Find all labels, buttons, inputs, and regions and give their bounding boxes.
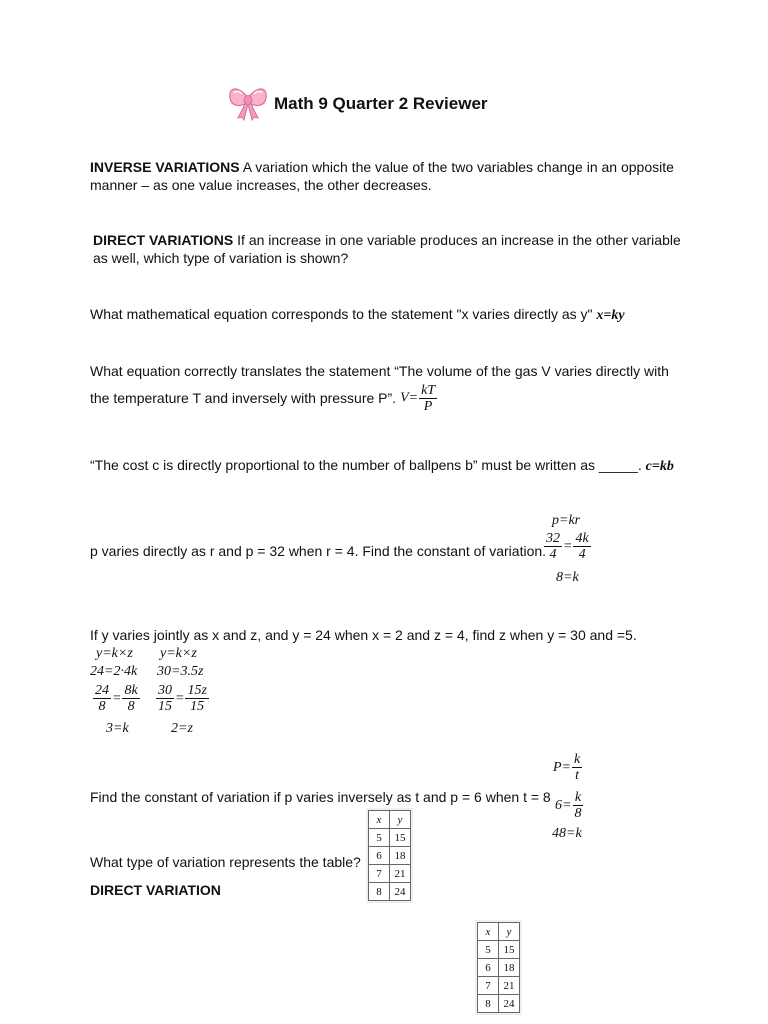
data-table xyxy=(368,810,411,901)
table-cell: 5 xyxy=(369,829,390,847)
solution-step-p-k-over-t xyxy=(553,752,583,783)
fraction xyxy=(419,383,437,414)
table-cell: 24 xyxy=(499,995,520,1013)
table-cell: 15 xyxy=(499,941,520,959)
solution-step-result: 48=k xyxy=(552,826,582,841)
denominator: 8 xyxy=(574,806,582,821)
fraction xyxy=(572,752,582,783)
inverse-variations-term: INVERSE VARIATIONS xyxy=(90,159,240,175)
column-header: x xyxy=(369,811,390,829)
equals-sign: = xyxy=(563,538,573,554)
question-constant-of-variation: p varies directly as r and p = 32 when r = 4. Find the constant of variation. xyxy=(90,543,547,559)
numerator: 8k xyxy=(124,683,138,698)
equation-lhs: P= xyxy=(553,759,571,775)
solution-step-fraction xyxy=(543,531,592,562)
numerator: 30 xyxy=(158,683,172,698)
numerator: 24 xyxy=(95,683,109,698)
fraction xyxy=(156,683,174,714)
question-cost-ballpens xyxy=(90,456,674,476)
solution-right-result: 2=z xyxy=(171,721,193,736)
denominator: 4 xyxy=(549,547,557,562)
question-text: the temperature T and inversely with pressure P”. xyxy=(90,390,397,406)
answer-direct-variation: DIRECT VARIATION xyxy=(90,882,221,898)
table-cell: 7 xyxy=(369,865,390,883)
table-header-row xyxy=(478,923,520,941)
column-header: y xyxy=(499,923,520,941)
table-cell: 15 xyxy=(390,829,411,847)
xy-table-copy xyxy=(475,920,522,1015)
table-cell: 18 xyxy=(499,959,520,977)
solution-step-6-k-over-8 xyxy=(555,790,584,821)
table-cell: 8 xyxy=(369,883,390,901)
solution-step-result: 8=k xyxy=(556,570,579,585)
question-inverse-variation: Find the constant of variation if p varies inversely as t and p = 6 when t = 8 xyxy=(90,789,551,805)
table-row xyxy=(478,941,520,959)
equation-lhs: 6= xyxy=(555,797,572,813)
data-table xyxy=(477,922,520,1013)
inverse-variations-definition: A variation which the value of the two variables change in an opposite manner – as one value increases, the other decreases. xyxy=(90,159,674,193)
table-row xyxy=(478,977,520,995)
table-cell: 21 xyxy=(390,865,411,883)
page-title: Math 9 Quarter 2 Reviewer xyxy=(274,94,488,113)
table-cell: 18 xyxy=(390,847,411,865)
denominator: P xyxy=(423,398,433,414)
question-joint-variation: If y varies jointly as x and z, and y = 24 when x = 2 and z = 4, find z when y = 30 and =5. xyxy=(90,627,637,643)
solution-left-step1: y=k×z xyxy=(96,646,133,661)
direct-variations-question: If an increase in one variable produces an increase in the other variable as well, which type of variation is shown? xyxy=(93,232,681,266)
question-x-varies-directly xyxy=(90,305,625,325)
fraction xyxy=(572,790,583,821)
table-row xyxy=(478,995,520,1013)
fraction xyxy=(573,531,590,562)
question-text: “The cost c is directly proportional to the number of ballpens b” must be written as _____. xyxy=(90,457,642,473)
equals-sign: = xyxy=(175,690,185,706)
fraction xyxy=(544,531,562,562)
numerator: 15z xyxy=(187,683,207,698)
column-header: x xyxy=(478,923,499,941)
bow-icon xyxy=(226,82,270,122)
question-text: What mathematical equation corresponds to the statement "x varies directly as y" xyxy=(90,306,593,322)
table-cell: 21 xyxy=(499,977,520,995)
fraction xyxy=(93,683,111,714)
equation-lhs: V= xyxy=(400,390,419,406)
solution-right-step3 xyxy=(155,683,210,714)
solution-right-step1: y=k×z xyxy=(160,646,197,661)
question-gas-volume-line1: What equation correctly translates the statement “The volume of the gas V varies directly with xyxy=(90,363,669,379)
denominator: 4 xyxy=(578,547,586,562)
table-cell: 5 xyxy=(478,941,499,959)
fraction xyxy=(122,683,139,714)
direct-variations-paragraph xyxy=(93,231,693,267)
table-cell: 6 xyxy=(369,847,390,865)
table-cell: 6 xyxy=(478,959,499,977)
question-table-variation: What type of variation represents the table? xyxy=(90,854,361,870)
solution-right-step2: 30=3.5z xyxy=(157,664,204,679)
table-cell: 24 xyxy=(390,883,411,901)
denominator: t xyxy=(575,768,580,783)
answer-equation xyxy=(400,383,438,414)
denominator: 8 xyxy=(98,699,106,714)
solution-left-step3 xyxy=(92,683,141,714)
direct-variations-term: DIRECT VARIATIONS xyxy=(93,232,234,248)
equals-sign: = xyxy=(112,690,122,706)
table-row xyxy=(478,959,520,977)
solution-left-step2: 24=2·4k xyxy=(90,664,138,679)
inverse-variations-paragraph xyxy=(90,158,690,194)
numerator: 4k xyxy=(575,531,589,546)
answer: c=kb xyxy=(645,459,674,474)
question-gas-volume-line2 xyxy=(90,380,438,416)
table-header-row xyxy=(369,811,411,829)
denominator: 15 xyxy=(190,699,205,714)
column-header: y xyxy=(390,811,411,829)
numerator: k xyxy=(574,752,581,767)
denominator: 8 xyxy=(127,699,135,714)
table-row xyxy=(369,847,411,865)
solution-step-p-kr: p=kr xyxy=(552,513,581,528)
denominator: 15 xyxy=(158,699,172,714)
fraction xyxy=(185,683,208,714)
table-row xyxy=(369,865,411,883)
numerator: kT xyxy=(421,382,436,398)
answer: x=ky xyxy=(596,308,625,323)
xy-table xyxy=(366,808,413,903)
solution-left-result: 3=k xyxy=(106,721,129,736)
table-row xyxy=(369,829,411,847)
table-row xyxy=(369,883,411,901)
numerator: k xyxy=(574,790,582,805)
table-cell: 7 xyxy=(478,977,499,995)
table-cell: 8 xyxy=(478,995,499,1013)
numerator: 32 xyxy=(546,531,560,546)
